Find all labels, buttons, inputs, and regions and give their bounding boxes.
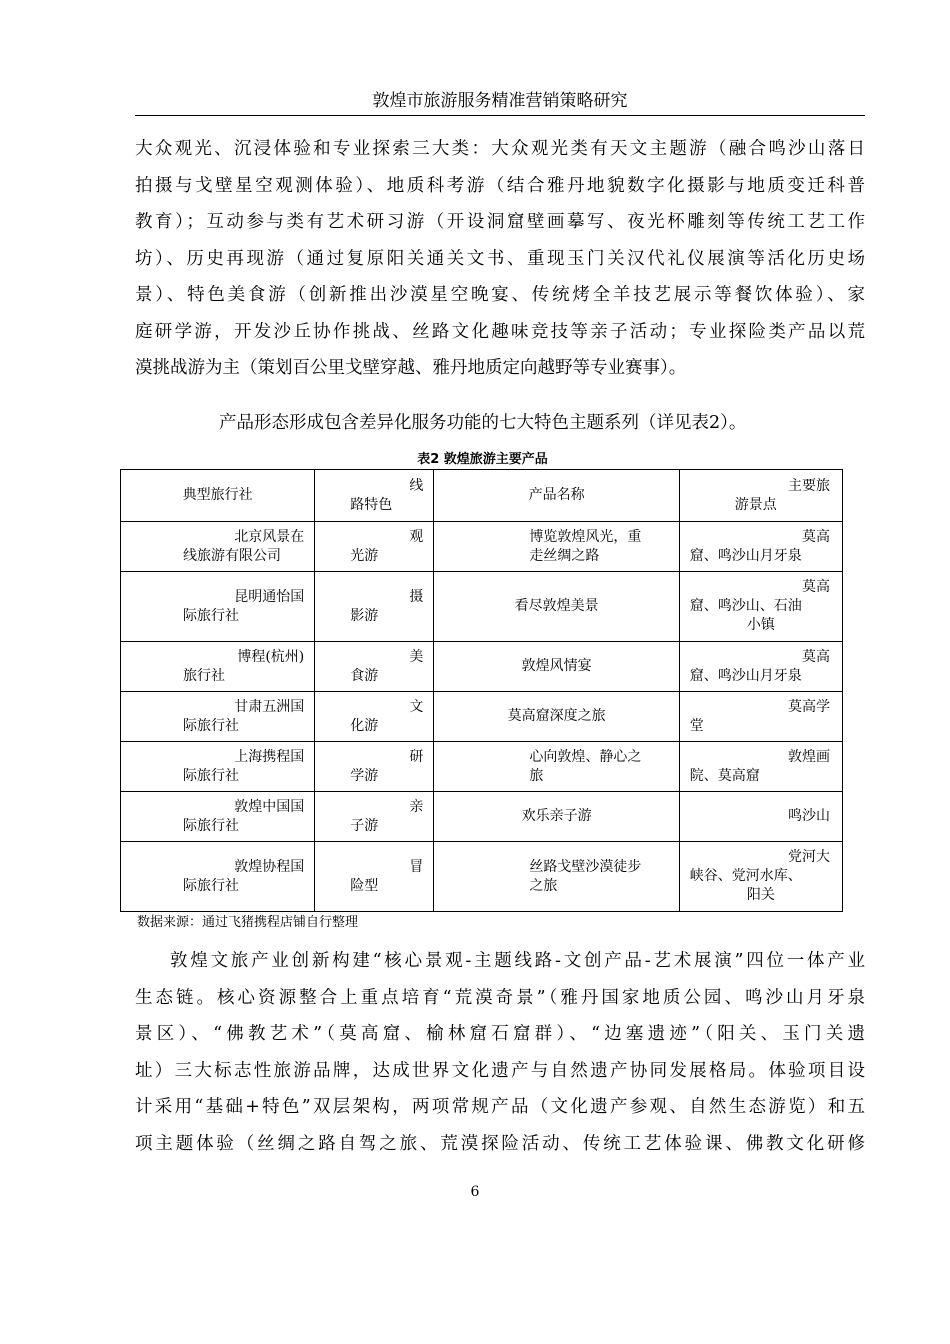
- cell-text: 际旅行社: [183, 877, 239, 894]
- cell-text: 莫高: [802, 579, 830, 595]
- cell-text: 丝路戈壁沙漠徒步: [529, 858, 642, 875]
- body-paragraph: [135, 943, 865, 1162]
- cell-text: 际旅行社: [183, 767, 239, 784]
- table-row: [121, 792, 843, 842]
- cell-text: 阳关: [746, 887, 775, 903]
- table-cell: [679, 792, 842, 842]
- cell-text: 食游: [350, 667, 379, 684]
- table-cell: [121, 842, 315, 912]
- table-cell: [121, 642, 315, 692]
- table-header-cell: [434, 470, 679, 522]
- text-line: 生态链。核心资源整合上重点培育“荒漠奇景”（雅丹国家地质公园、鸣沙山月牙泉: [135, 987, 865, 1008]
- table-cell: [121, 572, 315, 642]
- table-cell: [315, 792, 434, 842]
- table-row: [121, 692, 843, 742]
- table-cell: [679, 742, 842, 792]
- cell-text: 窟、鸣沙山月牙泉: [689, 667, 802, 684]
- cell-text: 旅: [529, 767, 544, 784]
- table-cell: [121, 792, 315, 842]
- cell-text: 上海携程国: [234, 748, 305, 765]
- table-cell: [679, 692, 842, 742]
- cell-text: 小镇: [746, 617, 775, 633]
- table-cell: [315, 692, 434, 742]
- intro-paragraph: [135, 131, 865, 387]
- table-cell: [315, 642, 434, 692]
- cell-text: 险型: [350, 877, 379, 894]
- text-line: 敦煌文旅产业创新构建“核心景观-主题线路-文创产品-艺术展演”四位一体产业: [170, 951, 865, 971]
- cell-text: 堂: [689, 717, 704, 734]
- table-row: [121, 842, 843, 912]
- text-line: 址）三大标志性旅游品牌，达成世界文化遗产与自然遗产协同发展格局。体验项目设: [135, 1060, 865, 1081]
- cell-text: 莫高: [802, 648, 830, 665]
- text-line: 庭研学游，开发沙丘协作挑战、丝路文化趣味竞技等亲子活动；专业探险类产品以荒: [135, 321, 865, 342]
- table-cell: [434, 842, 679, 912]
- table-header-cell: [679, 470, 842, 522]
- cell-text: 莫高: [802, 528, 830, 545]
- cell-text: 敦煌画: [788, 748, 830, 765]
- table-cell: [121, 742, 315, 792]
- cell-text: 敦煌中国国: [234, 798, 305, 815]
- cell-text: 文: [409, 698, 424, 715]
- table-cell: [679, 642, 842, 692]
- cell-text: 之旅: [529, 877, 558, 894]
- table-header-row: [121, 470, 843, 522]
- data-source-note: 数据来源：通过飞猪携程店铺自行整理: [137, 915, 359, 930]
- cell-text: 典型旅行社: [182, 487, 253, 503]
- cell-text: 际旅行社: [183, 607, 239, 624]
- table-header-cell: [315, 470, 434, 522]
- cell-text: 子游: [350, 817, 379, 834]
- table-header-cell: [121, 470, 315, 522]
- text-line: 计采用“基础+特色”双层架构，两项常规产品（文化遗产参观、自然生态游览）和五: [135, 1097, 865, 1117]
- running-header: 敦煌市旅游服务精准营销策略研究: [372, 91, 628, 111]
- cell-text: 峡谷、党河水库、: [689, 868, 802, 884]
- cell-text: 亲: [409, 798, 424, 815]
- cell-text: 院、莫高窟: [689, 767, 760, 784]
- cell-text: 党河大: [788, 849, 830, 865]
- cell-text: 线: [409, 477, 424, 494]
- cell-text: 敦煌风情宴: [521, 658, 592, 674]
- table-cell: [434, 742, 679, 792]
- products-table: [120, 469, 843, 912]
- text-line: 坊）、历史再现游（通过复原阳关通关文书、重现玉门关汉代礼仪展演等活化历史场: [135, 248, 865, 269]
- table-cell: [434, 642, 679, 692]
- cell-text: 旅行社: [183, 667, 225, 684]
- cell-text: 博程(杭州): [237, 648, 305, 665]
- cell-text: 欢乐亲子游: [521, 808, 592, 824]
- cell-text: 摄: [409, 588, 424, 605]
- cell-text: 产品名称: [528, 487, 585, 503]
- text-line: 大众观光、沉浸体验和专业探索三大类：大众观光类有天文主题游（融合鸣沙山落日: [135, 139, 865, 159]
- table-cell: [434, 522, 679, 572]
- table-row: [121, 742, 843, 792]
- table-cell: [315, 572, 434, 642]
- text-line: 景）、特色美食游（创新推出沙漠星空晚宴、传统烤全羊技艺展示等餐饮体验）、家: [135, 285, 865, 305]
- cell-text: 路特色: [350, 496, 393, 513]
- cell-text: 看尽敦煌美景: [514, 598, 599, 614]
- cell-text: 游景点: [734, 496, 777, 513]
- table-cell: [679, 572, 842, 642]
- cell-text: 美: [409, 648, 424, 665]
- cell-text: 北京风景在: [234, 528, 305, 545]
- text-line: 景区）、“佛教艺术”（莫高窟、榆林窟石窟群）、“边塞遗迹”（阳关、玉门关遗: [135, 1024, 865, 1044]
- cell-text: 研: [409, 748, 424, 765]
- cell-text: 线旅游有限公司: [183, 547, 281, 564]
- table-cell: [434, 572, 679, 642]
- table-cell: [121, 692, 315, 742]
- cell-text: 际旅行社: [183, 817, 239, 834]
- header-rule: [135, 115, 865, 116]
- cell-text: 窟、鸣沙山、石油: [689, 598, 802, 614]
- cell-text: 光游: [350, 547, 379, 564]
- cell-text: 鸣沙山: [788, 808, 830, 824]
- cell-text: 观: [409, 528, 424, 545]
- cell-text: 昆明通怡国: [234, 588, 305, 605]
- cell-text: 化游: [350, 717, 379, 734]
- cell-text: 心向敦煌、静心之: [529, 748, 642, 765]
- table-row: [121, 522, 843, 572]
- cell-text: 莫高学: [788, 698, 830, 715]
- cell-text: 博览敦煌风光，重: [529, 528, 642, 545]
- cell-text: 走丝绸之路: [529, 547, 600, 564]
- table-cell: [315, 522, 434, 572]
- table-caption: 表2 敦煌旅游主要产品: [417, 452, 548, 467]
- cell-text: 冒: [409, 858, 424, 875]
- table-cell: [434, 692, 679, 742]
- cell-text: 甘肃五洲国: [234, 698, 305, 715]
- cell-text: 影游: [350, 607, 379, 624]
- table-cell: [679, 842, 842, 912]
- table-cell: [679, 522, 842, 572]
- page-number: 6: [470, 1184, 480, 1200]
- cell-text: 窟、鸣沙山月牙泉: [689, 547, 802, 564]
- text-line: 教育）；互动参与类有艺术研习游（开设洞窟壁画摹写、夜光杯雕刻等传统工艺工作: [135, 212, 865, 232]
- table-row: [121, 572, 843, 642]
- cell-text: 主要旅: [788, 477, 830, 494]
- table-intro-paragraph: [135, 405, 865, 442]
- text-line: 漠挑战游为主（策划百公里戈壁穿越、雅丹地质定向越野等专业赛事）。: [135, 358, 687, 378]
- cell-text: 莫高窟深度之旅: [507, 708, 606, 724]
- cell-text: 学游: [350, 767, 379, 784]
- table-cell: [434, 792, 679, 842]
- table-cell: [315, 842, 434, 912]
- cell-text: 际旅行社: [183, 717, 239, 734]
- cell-text: 敦煌协程国: [234, 858, 305, 875]
- table-cell: [121, 522, 315, 572]
- table-cell: [315, 742, 434, 792]
- text-line: 项主题体验（丝绸之路自驾之旅、荒漠探险活动、传统工艺体验课、佛教文化研修: [135, 1133, 865, 1154]
- text-line: 拍摄与戈壁星空观测体验）、地质科考游（结合雅丹地貌数字化摄影与地质变迁科普: [135, 175, 865, 196]
- table-row: [121, 642, 843, 692]
- text-line: 产品形态形成包含差异化服务功能的七大特色主题系列（详见表2）。: [219, 413, 747, 433]
